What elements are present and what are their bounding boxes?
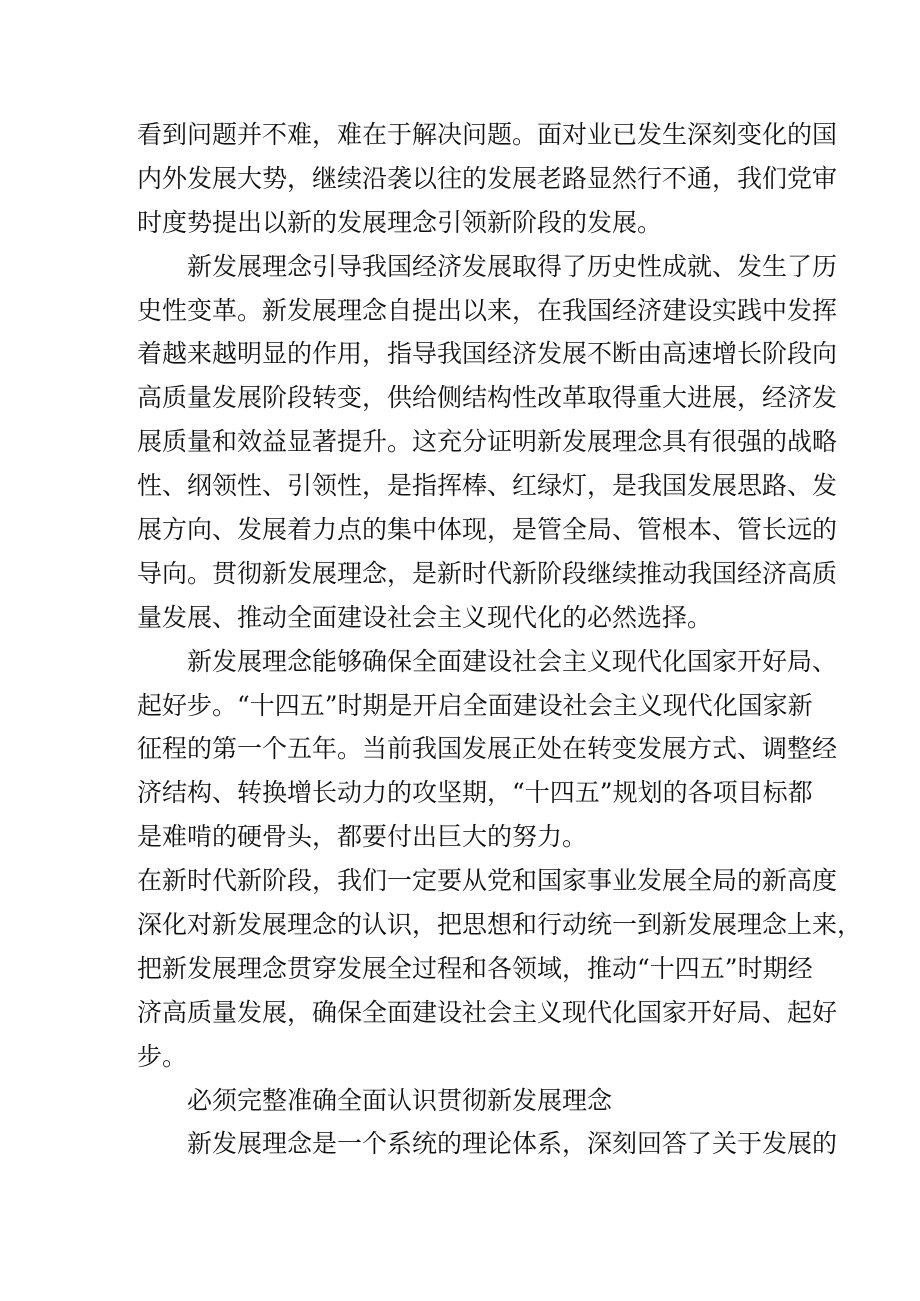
text-line: 高质量发展阶段转变，供给侧结构性改革取得重大进展，经济发 <box>137 383 838 413</box>
text-line: 展质量和效益显著提升。这充分证明新发展理念具有很强的战略 <box>137 427 838 457</box>
text-line: 看到问题并不难，难在于解决问题。面对业已发生深刻变化的国 <box>137 120 838 149</box>
text-line: 是难啃的硬骨头，都要付出巨大的努力。 <box>137 822 588 852</box>
text-line: 步。 <box>137 1041 188 1071</box>
section-heading: 必须完整准确全面认识贯彻新发展理念 <box>187 1085 613 1115</box>
text-line: 量发展、推动全面建设社会主义现代化的必然选择。 <box>137 602 713 632</box>
text-line: 导向。贯彻新发展理念，是新时代新阶段继续推动我国经济高质 <box>137 558 838 588</box>
text-line: 把新发展理念贯穿发展全过程和各领域，推动“十四五”时期经 <box>137 953 813 983</box>
text-line: 济高质量发展，确保全面建设社会主义现代化国家开好局、起好 <box>137 997 838 1027</box>
text-line: 深化对新发展理念的认识，把思想和行动统一到新发展理念上来， <box>137 910 863 940</box>
text-line: 在新时代新阶段，我们一定要从党和国家事业发展全局的新高度 <box>137 866 838 896</box>
text-line: 内外发展大势，继续沿袭以往的发展老路显然行不通，我们党审 <box>137 163 838 193</box>
document-body <box>137 113 863 1166</box>
text-line: 起好步。“十四五”时期是开启全面建设社会主义现代化国家新 <box>137 690 813 720</box>
text-line: 济结构、转换增长动力的攻坚期，“十四五”规划的各项目标都 <box>137 778 813 808</box>
text-line: 展方向、发展着力点的集中体现，是管全局、管根本、管长远的 <box>137 515 838 545</box>
text-line: 时度势提出以新的发展理念引领新阶段的发展。 <box>137 207 663 237</box>
text-line: 新发展理念引导我国经济发展取得了历史性成就、发生了历 <box>187 251 838 281</box>
text-line: 征程的第一个五年。当前我国发展正处在转变发展方式、调整经 <box>137 734 838 764</box>
text-line: 新发展理念是一个系统的理论体系，深刻回答了关于发展的 <box>187 1129 838 1159</box>
text-line: 性、纲领性、引领性，是指挥棒、红绿灯，是我国发展思路、发 <box>137 471 838 501</box>
text-line: 新发展理念能够确保全面建设社会主义现代化国家开好局、 <box>187 646 838 676</box>
text-line: 着越来越明显的作用，指导我国经济发展不断由高速增长阶段向 <box>137 339 838 369</box>
text-line: 史性变革。新发展理念自提出以来，在我国经济建设实践中发挥 <box>137 295 838 325</box>
